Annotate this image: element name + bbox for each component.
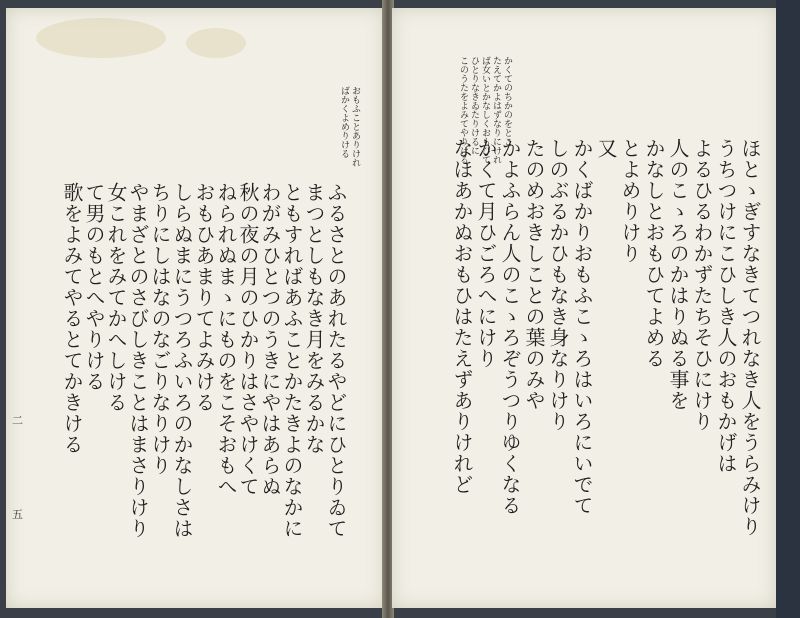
left_page-column: ともすればあふことかたきよのなかに bbox=[280, 182, 304, 539]
right_page-column: たのめおきしことの葉のみや bbox=[522, 138, 546, 411]
left_page-column: やまざとのさびしきことはまさりけり bbox=[126, 182, 150, 539]
right_page-column: とよめりけり bbox=[618, 138, 642, 264]
right_page-column: なほあかぬおもひはたえずありけれど bbox=[450, 138, 474, 495]
right_page-column: かくばかりおもふこゝろはいろにいでて bbox=[570, 138, 594, 516]
left_page-column: 歌をよみてやるとてかきける bbox=[60, 182, 84, 455]
right_page-column: しのぶるかひもなき身なりけり bbox=[546, 138, 570, 432]
folio-mark: 五 bbox=[12, 508, 23, 521]
left_page-column: おもひあまりてよみける bbox=[192, 182, 216, 413]
left_page-column: わがみひとつのうきにやはあらぬ bbox=[258, 182, 282, 497]
right_page-column: 又 bbox=[594, 138, 618, 159]
right_page-note-column: たえてかよはずなりにけれ bbox=[491, 56, 501, 164]
left_page-column: ねられぬまゝにものをこそおもへ bbox=[214, 182, 238, 497]
right_page-column: よるひるわかずたちそひにけり bbox=[690, 138, 714, 432]
left_page-column: ふるさとのあれたるやどにひとりゐて bbox=[324, 182, 348, 539]
right-page bbox=[392, 8, 776, 608]
right_page-column: ほとゝぎすなきてつれなき人をうらみけり bbox=[738, 138, 762, 537]
book-edge bbox=[776, 0, 800, 618]
right_page-note-column: ひとりなきゐたりけるに bbox=[469, 56, 479, 155]
left_page-column: ちりにしはなのなごりなりけり bbox=[148, 182, 172, 476]
right_page-column: 人のこゝろのかはりぬる事を bbox=[666, 138, 690, 411]
right_page-note-column: かくてのちかのをとこ bbox=[502, 56, 512, 146]
left_page-note-column: ばかくよめりける bbox=[339, 86, 349, 158]
right_page-note-column: ば女いとかなしくおもひて bbox=[480, 56, 490, 164]
right_page-note-column: このうたをよみてやりける bbox=[458, 56, 468, 164]
left_page-note-column: おもふことありけれ bbox=[350, 86, 360, 167]
folio-number: 二 bbox=[12, 414, 23, 427]
left_page-column: まつとしもなき月をみるかな bbox=[302, 182, 326, 455]
right_page-column: うちつけにこひしき人のおもかげは bbox=[714, 138, 738, 474]
right_page-column: かよふらん人のこゝろぞうつりゆくなる bbox=[498, 138, 522, 516]
left_page-column: 女これをみてかへしける bbox=[104, 182, 128, 413]
left_page-column: 秋の夜の月のひかりはさやけくて bbox=[236, 182, 260, 497]
left_page-column: て男のもとへやりける bbox=[82, 182, 106, 392]
left-page bbox=[6, 8, 384, 608]
right_page-column: かくて月ひごろへにけり bbox=[474, 138, 498, 369]
left_page-column: しらぬまにうつろふいろのかなしさは bbox=[170, 182, 194, 539]
right_page-column: かなしとおもひてよめる bbox=[642, 138, 666, 369]
